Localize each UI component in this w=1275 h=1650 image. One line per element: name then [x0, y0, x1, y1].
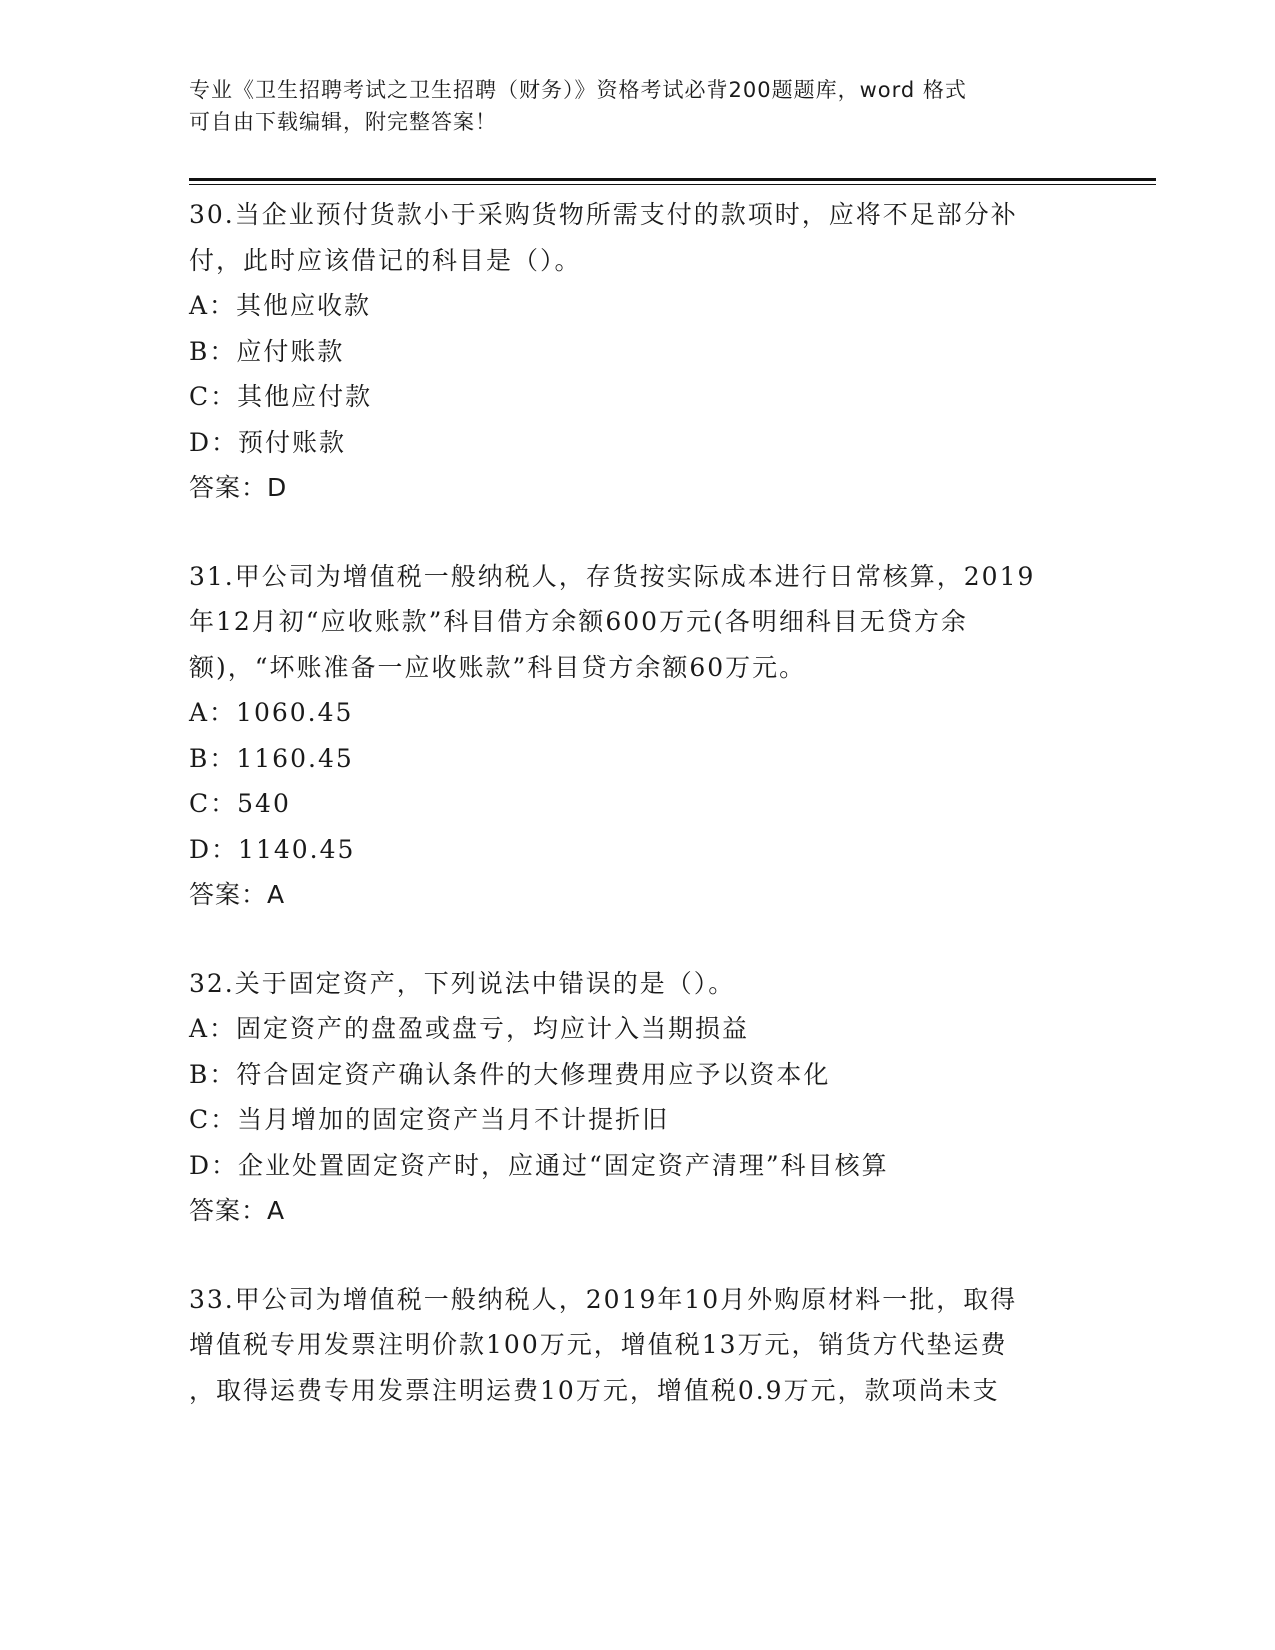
question-32-stem-line-1: 32.关于固定资产，下列说法中错误的是（）。	[189, 968, 736, 998]
question-32	[189, 961, 1089, 1234]
question-30-option-b: B：应付账款	[189, 336, 345, 366]
question-32-option-b: B：符合固定资产确认条件的大修理费用应予以资本化	[189, 1059, 831, 1089]
question-33-stem-line-1: 33.甲公司为增值税一般纳税人，2019年10月外购原材料一批，取得	[189, 1284, 1018, 1314]
question-30-answer: 答案：D	[189, 473, 288, 502]
header-line-1: 专业《卫生招聘考试之卫生招聘（财务）》资格考试必背200题题库，word 格式	[189, 78, 967, 102]
question-31-option-d: D：1140.45	[189, 834, 356, 864]
question-30-stem-line-1: 30.当企业预付货款小于采购货物所需支付的款项时，应将不足部分补	[189, 200, 1018, 229]
header-line-2: 可自由下载编辑，附完整答案！	[189, 110, 497, 134]
question-32-answer: 答案：A	[189, 1196, 286, 1225]
question-32-option-a: A：固定资产的盘盈或盘亏，均应计入当期损益	[189, 1014, 750, 1043]
question-31-stem-line-3: 额)，“坏账准备一应收账款”科目贷方余额60万元。	[189, 652, 807, 682]
header-divider-thin	[189, 184, 1156, 185]
document-header	[189, 74, 1069, 138]
question-30-option-d: D：预付账款	[189, 427, 347, 457]
question-31-option-c: C：540	[189, 789, 291, 818]
question-31-stem-line-1: 31.甲公司为增值税一般纳税人，存货按实际成本进行日常核算，2019	[189, 561, 1036, 591]
question-30-stem-line-2: 付，此时应该借记的科目是（）。	[189, 245, 582, 275]
question-33-stem-line-2: 增值税专用发票注明价款100万元，增值税13万元，销货方代垫运费	[189, 1330, 1008, 1359]
question-30	[189, 192, 1089, 511]
question-32-option-c: C：当月增加的固定资产当月不计提折旧	[189, 1105, 670, 1134]
question-32-option-d: D：企业处置固定资产时，应通过“固定资产清理”科目核算	[189, 1150, 889, 1180]
header-divider-thick	[189, 178, 1156, 181]
question-list	[189, 192, 1089, 1456]
question-33	[189, 1277, 1089, 1414]
question-31-stem-line-2: 年12月初“应收账款”科目借方余额600万元(各明细科目无贷方余	[189, 607, 968, 636]
question-30-option-a: A：其他应收款	[189, 291, 372, 320]
question-31	[189, 554, 1089, 918]
question-30-option-c: C：其他应付款	[189, 382, 373, 411]
question-31-option-b: B：1160.45	[189, 743, 354, 773]
question-33-stem-line-3: ，取得运费专用发票注明运费10万元，增值税0.9万元，款项尚未支	[189, 1375, 1000, 1405]
question-31-answer: 答案：A	[189, 880, 286, 909]
question-31-option-a: A：1060.45	[189, 698, 354, 727]
